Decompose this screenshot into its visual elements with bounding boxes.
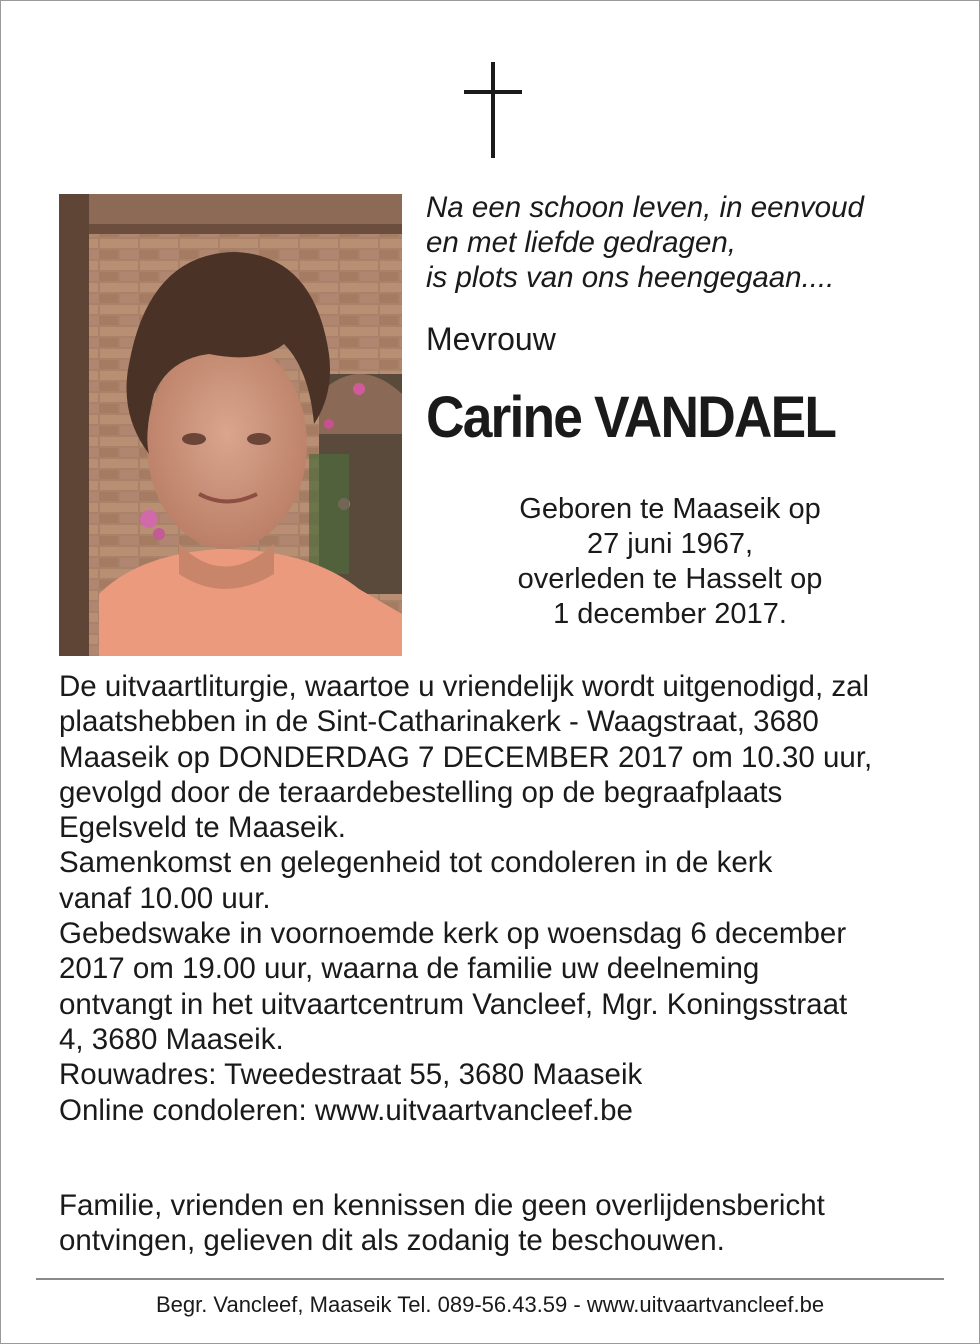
closing-note bbox=[59, 1188, 959, 1259]
body-line: Maaseik op DONDERDAG 7 DECEMBER 2017 om 10.30 uur, bbox=[59, 740, 873, 774]
cross-icon bbox=[464, 62, 522, 158]
body-line: ontvangt in het uitvaartcentrum Vancleef, Mgr. Koningsstraat bbox=[59, 987, 848, 1021]
birth-line: Geboren te Maaseik op bbox=[519, 493, 821, 525]
birth-line: overleden te Hasselt op bbox=[517, 563, 823, 595]
honorific: Mevrouw bbox=[426, 321, 556, 357]
body-line: Gebedswake in voornoemde kerk op woensdag 6 december bbox=[59, 917, 847, 951]
body-line: 2017 om 19.00 uur, waarna de familie uw deelneming bbox=[59, 952, 760, 986]
footer-divider bbox=[36, 1278, 944, 1280]
body-line: gevolgd door de teraardebestelling op de begraafplaats bbox=[59, 775, 783, 809]
closing-line: Familie, vrienden en kennissen die geen overlijdensbericht bbox=[59, 1189, 825, 1222]
funeral-details bbox=[59, 669, 959, 1128]
body-line: vanaf 10.00 uur. bbox=[59, 881, 271, 915]
memorial-quote bbox=[426, 190, 956, 295]
quote-line: en met liefde gedragen, bbox=[426, 226, 736, 259]
body-line: 4, 3680 Maaseik. bbox=[59, 1022, 284, 1056]
body-line: plaatshebben in de Sint-Catharinakerk - Waagstraat, 3680 bbox=[59, 705, 819, 739]
portrait-photo bbox=[59, 194, 402, 656]
birth-line: 1 december 2017. bbox=[553, 598, 787, 630]
body-line: Egelsveld te Maaseik. bbox=[59, 811, 346, 845]
body-line: Online condoleren: www.uitvaartvancleef.be bbox=[59, 1093, 633, 1127]
closing-line: ontvingen, gelieven dit als zodanig te beschouwen. bbox=[59, 1224, 725, 1258]
body-line: De uitvaartliturgie, waartoe u vriendelijk wordt uitgenodigd, zal bbox=[59, 670, 870, 703]
birth-line: 27 juni 1967, bbox=[586, 528, 754, 560]
body-line: Samenkomst en gelegenheid tot condoleren in de kerk bbox=[59, 846, 773, 880]
quote-line: is plots van ons heengegaan.... bbox=[426, 261, 835, 294]
footer-contact: Begr. Vancleef, Maaseik Tel. 089-56.43.59 - www.uitvaartvancleef.be bbox=[155, 1292, 825, 1317]
deceased-name: Carine VANDAEL bbox=[426, 385, 836, 450]
quote-line: Na een schoon leven, in eenvoud bbox=[426, 191, 864, 224]
body-line: Rouwadres: Tweedestraat 55, 3680 Maaseik bbox=[59, 1058, 643, 1092]
birth-death-info bbox=[430, 492, 910, 632]
